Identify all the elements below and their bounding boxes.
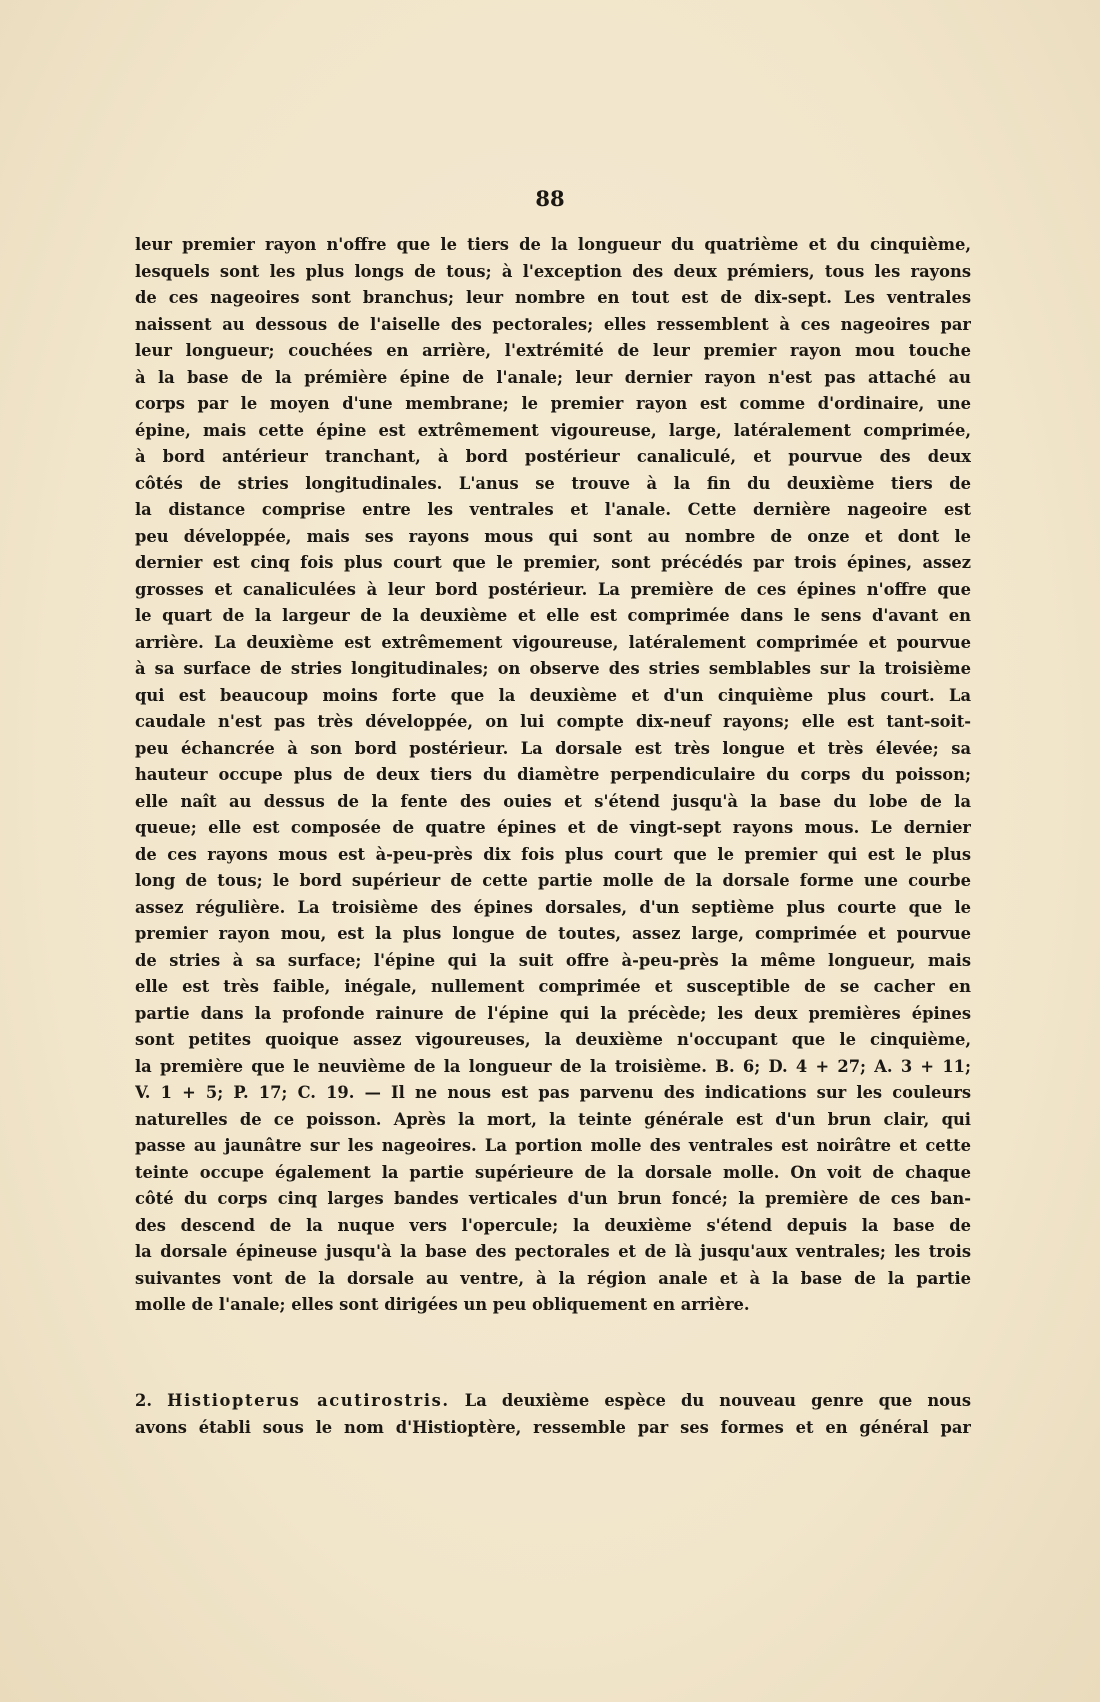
text-line: leur premier rayon n'offre que le tiers de la longueur du quatrième et du cinquième, xyxy=(135,235,971,254)
text-line: elle naît au dessus de la fente des ouies et s'étend jusqu'à la base du lobe de la xyxy=(135,791,971,811)
text-line: suivantes vont de la dorsale au ventre, à la région anale et à la base de la partie xyxy=(135,1268,971,1288)
text-line: grosses et canaliculées à leur bord postérieur. La première de ces épines n'offre que xyxy=(135,579,971,599)
text-line: partie dans la profonde rainure de l'épine qui la précède; les deux premières épines xyxy=(135,1003,971,1023)
text-line: passe au jaunâtre sur les nageoires. La portion molle des ventrales est noirâtre et cette xyxy=(135,1136,971,1155)
text-line: de ces rayons mous est à-peu-près dix fois plus court que le premier qui est le plus xyxy=(135,844,971,864)
text-line: sont petites quoique assez vigoureuses, la deuxième n'occupant que le cinquième, xyxy=(135,1030,971,1049)
text-line: côté du corps cinq larges bandes verticales d'un brun foncé; la première de ces ban- xyxy=(135,1189,971,1208)
text-line: peu échancrée à son bord postérieur. La dorsale est très longue et très élevée; sa xyxy=(135,738,971,758)
text-line: hauteur occupe plus de deux tiers du diamètre perpendiculaire du corps du poisson; xyxy=(135,765,971,784)
text-line: la première que le neuvième de la longueur de la troisième. B. 6; D. 4 + 27; A. 3 + 11; xyxy=(135,1056,971,1076)
page-number: 88 xyxy=(535,186,565,211)
text-line: de stries à sa surface; l'épine qui la suit offre à-peu-près la même longueur, mais xyxy=(135,950,971,970)
text-line: côtés de stries longitudinales. L'anus se trouve à la fin du deuxième tiers de xyxy=(135,473,971,493)
text-line: dernier est cinq fois plus court que le premier, sont précédés par trois épines, assez xyxy=(135,553,971,572)
text-line: de ces nageoires sont branchus; leur nombre en tout est de dix-sept. Les ventrales xyxy=(135,288,971,307)
text-line: la distance comprise entre les ventrales et l'anale. Cette dernière nageoire est xyxy=(135,500,971,519)
text-line: leur longueur; couchées en arrière, l'extrémité de leur premier rayon mou touche xyxy=(135,341,971,360)
text-line: à bord antérieur tranchant, à bord postérieur canaliculé, et pourvue des deux xyxy=(135,447,971,466)
text-line: molle de l'anale; elles sont dirigées un peu obliquement en arrière. xyxy=(135,1295,750,1314)
text-line: corps par le moyen d'une membrane; le premier rayon est comme d'ordinaire, une xyxy=(135,394,971,413)
text-line: arrière. La deuxième est extrêmement vigoureuse, latéralement comprimée et pourvue xyxy=(135,632,971,652)
text-line: lesquels sont les plus longs de tous; à l'exception des deux prémiers, tous les rayons xyxy=(135,261,971,281)
text-line: avons établi sous le nom d'Histioptère, ressemble par ses formes et en général par xyxy=(135,1418,971,1437)
text-line: le quart de la largeur de la deuxième et elle est comprimée dans le sens d'avant en xyxy=(135,606,971,625)
text-line: premier rayon mou, est la plus longue de toutes, assez large, comprimée et pourvue xyxy=(135,924,971,943)
text-line: des descend de la nuque vers l'opercule; la deuxième s'étend depuis la base de xyxy=(135,1215,971,1235)
species-name: Histiopterus acutirostris. xyxy=(167,1391,450,1410)
text-line: à sa surface de stries longitudinales; on observe des stries semblables sur la troisième xyxy=(135,659,971,678)
text-line: naissent au dessous de l'aiselle des pectorales; elles ressemblent à ces nageoires par xyxy=(135,314,971,334)
section-2-first-line xyxy=(135,1387,971,1414)
section-2-histiopterus xyxy=(135,1387,971,1441)
text-line: caudale n'est pas très développée, on lui compte dix-neuf rayons; elle est tant-soit- xyxy=(135,712,971,731)
text-line: naturelles de ce poisson. Après la mort, la teinte générale est d'un brun clair, qui xyxy=(135,1109,971,1129)
text-line: peu développée, mais ses rayons mous qui sont au nombre de onze et dont le xyxy=(135,526,971,546)
text-line: V. 1 + 5; P. 17; C. 19. — Il ne nous est pas parvenu des indications sur les couleurs xyxy=(135,1083,971,1102)
text-line: à la base de la prémière épine de l'anale; leur dernier rayon n'est pas attaché au xyxy=(135,367,971,387)
section-2-line-1-rest: La deuxième espèce du nouveau genre que nous xyxy=(464,1391,971,1410)
paragraph-fish-description xyxy=(135,232,971,1319)
text-line: queue; elle est composée de quatre épines et de vingt-sept rayons mous. Le dernier xyxy=(135,818,971,837)
text-line: teinte occupe également la partie supérieure de la dorsale molle. On voit de chaque xyxy=(135,1162,971,1182)
text-line: elle est très faible, inégale, nullement comprimée et susceptible de se cacher en xyxy=(135,977,971,996)
text-line: la dorsale épineuse jusqu'à la base des pectorales et de là jusqu'aux ventrales; les trois xyxy=(135,1242,971,1261)
text-line: épine, mais cette épine est extrêmement vigoureuse, large, latéralement comprimée, xyxy=(135,420,971,440)
text-line: qui est beaucoup moins forte que la deuxième et d'un cinquième plus court. La xyxy=(135,685,971,705)
section-number: 2. xyxy=(135,1391,152,1410)
text-line: long de tous; le bord supérieur de cette partie molle de la dorsale forme une courbe xyxy=(135,871,971,890)
text-line: assez régulière. La troisième des épines dorsales, d'un septième plus courte que le xyxy=(135,897,971,917)
